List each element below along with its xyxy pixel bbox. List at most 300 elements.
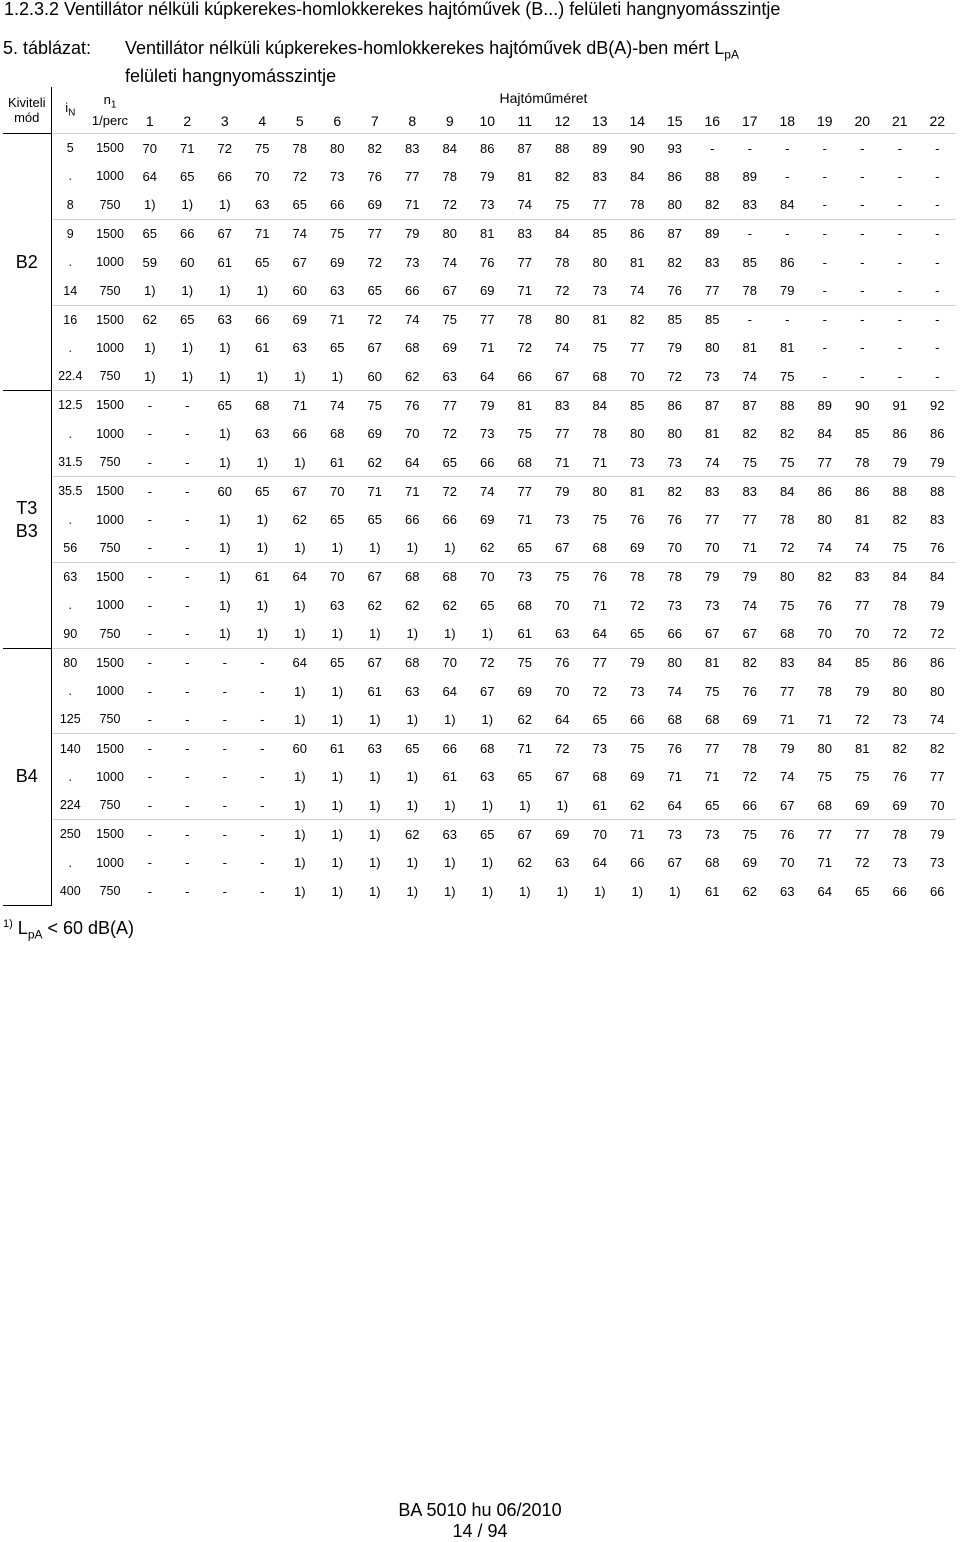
value-cell: 1) — [256, 512, 269, 528]
speed-cell: 750 — [99, 798, 121, 813]
value-cell: 75 — [431, 305, 469, 334]
value-cell: 62 — [131, 305, 169, 334]
value-cell: 72 — [930, 626, 945, 642]
value-cell: 82 — [881, 734, 919, 763]
value-cell: 65 — [292, 197, 307, 213]
value-cell: - — [185, 769, 190, 785]
value-cell: - — [785, 168, 790, 184]
value-cell: 83 — [930, 512, 945, 528]
value-cell: 1) — [293, 597, 306, 613]
value-cell: - — [206, 734, 244, 763]
value-cell: 68 — [780, 626, 795, 642]
value-cell: 72 — [855, 855, 870, 871]
value-cell: - — [222, 711, 227, 727]
table-row — [3, 419, 956, 448]
value-cell: - — [185, 426, 190, 442]
value-cell: - — [822, 254, 827, 270]
value-cell: 81 — [855, 512, 870, 528]
value-cell: 70 — [705, 540, 720, 556]
value-cell: 71 — [555, 454, 570, 470]
value-cell: 71 — [506, 734, 544, 763]
value-cell: 75 — [244, 134, 282, 163]
value-cell: 1) — [256, 454, 269, 470]
value-cell: 63 — [555, 855, 570, 871]
value-cell: 81 — [742, 340, 757, 356]
value-cell: 75 — [892, 540, 907, 556]
value-cell: 89 — [806, 391, 844, 420]
value-cell: 73 — [581, 734, 619, 763]
value-cell: 85 — [855, 426, 870, 442]
value-cell: 67 — [442, 283, 457, 299]
value-cell: 72 — [592, 683, 607, 699]
value-cell: 73 — [705, 597, 720, 613]
value-cell: 88 — [881, 477, 919, 506]
value-cell: 1) — [256, 283, 269, 299]
value-cell: 80 — [431, 219, 469, 248]
value-cell: 74 — [517, 197, 532, 213]
value-cell: 71 — [356, 477, 394, 506]
value-cell: 71 — [405, 197, 420, 213]
value-cell: 1) — [181, 197, 194, 213]
value-cell: 1) — [218, 540, 231, 556]
value-cell: 79 — [780, 283, 795, 299]
table-caption-label: 5. táblázat: — [3, 38, 92, 58]
value-cell: 1) — [368, 626, 381, 642]
value-cell: 69 — [330, 254, 345, 270]
value-cell: 65 — [517, 540, 532, 556]
table-row — [3, 362, 956, 391]
header-size-21: 21 — [891, 113, 908, 129]
value-cell: 1) — [331, 683, 344, 699]
value-cell: 81 — [705, 426, 720, 442]
value-cell: 1) — [218, 426, 231, 442]
value-cell: 1) — [443, 626, 456, 642]
value-cell: 70 — [555, 683, 570, 699]
value-cell: 86 — [892, 426, 907, 442]
value-cell: 1) — [481, 797, 494, 813]
value-cell: 86 — [881, 648, 919, 677]
value-cell: 64 — [592, 626, 607, 642]
value-cell: 70 — [131, 134, 169, 163]
ratio-cell: . — [68, 255, 72, 270]
ratio-cell: . — [68, 426, 72, 441]
value-cell: 87 — [694, 391, 732, 420]
header-size-title: Hajtóműméret — [499, 90, 588, 106]
value-cell: 77 — [405, 168, 420, 184]
value-cell: 85 — [619, 391, 657, 420]
value-cell: 1) — [293, 368, 306, 384]
value-cell: - — [881, 305, 919, 334]
value-cell: 71 — [169, 134, 207, 163]
value-cell: 68 — [592, 540, 607, 556]
value-cell: 72 — [292, 168, 307, 184]
variant-label — [3, 134, 51, 391]
value-cell: 1) — [218, 597, 231, 613]
header-size-11: 11 — [517, 113, 533, 129]
value-cell: 74 — [780, 769, 795, 785]
value-cell: 65 — [206, 391, 244, 420]
value-cell: 76 — [742, 683, 757, 699]
value-cell: 68 — [592, 769, 607, 785]
value-cell: 67 — [281, 477, 319, 506]
value-cell: - — [147, 626, 152, 642]
speed-cell: 1500 — [89, 820, 131, 849]
value-cell: 60 — [180, 254, 195, 270]
value-cell: 1) — [356, 820, 394, 849]
value-cell: 84 — [780, 197, 795, 213]
header-size-1: 1 — [145, 113, 154, 129]
value-cell: 1) — [593, 883, 606, 899]
value-cell: 60 — [281, 734, 319, 763]
value-cell: 82 — [619, 305, 657, 334]
value-cell: 80 — [656, 648, 694, 677]
value-cell: 1) — [331, 797, 344, 813]
value-cell: 75 — [731, 820, 769, 849]
value-cell: 78 — [817, 683, 832, 699]
value-cell: 70 — [667, 540, 682, 556]
value-cell: 70 — [431, 648, 469, 677]
value-cell: - — [169, 477, 207, 506]
value-cell: 70 — [817, 626, 832, 642]
value-cell: 67 — [506, 820, 544, 849]
value-cell: 82 — [742, 426, 757, 442]
value-cell: 1) — [319, 820, 357, 849]
value-cell: 66 — [480, 454, 495, 470]
value-cell: - — [806, 219, 844, 248]
header-size-18: 18 — [779, 113, 796, 129]
value-cell: 66 — [405, 512, 420, 528]
value-cell: 1) — [481, 855, 494, 871]
value-cell: 78 — [855, 454, 870, 470]
value-cell: - — [147, 711, 152, 727]
noise-level-table — [3, 87, 956, 906]
value-cell: 76 — [630, 512, 645, 528]
value-cell: 77 — [630, 340, 645, 356]
value-cell: 76 — [817, 597, 832, 613]
value-cell: - — [260, 711, 265, 727]
value-cell: - — [185, 540, 190, 556]
value-cell: 71 — [281, 391, 319, 420]
value-cell: 65 — [480, 597, 495, 613]
ratio-cell: 125 — [59, 712, 81, 727]
value-cell: - — [131, 648, 169, 677]
speed-cell: 1500 — [89, 477, 131, 506]
value-cell: 63 — [255, 426, 270, 442]
ratio-cell: 224 — [59, 798, 81, 813]
value-cell: 72 — [431, 477, 469, 506]
value-cell: 68 — [469, 734, 507, 763]
value-cell: 65 — [592, 711, 607, 727]
value-cell: 82 — [731, 648, 769, 677]
value-cell: - — [131, 820, 169, 849]
value-cell: 86 — [844, 477, 882, 506]
value-cell: - — [860, 197, 865, 213]
value-cell: 76 — [667, 283, 682, 299]
value-cell: 66 — [431, 734, 469, 763]
table-row — [3, 191, 956, 220]
value-cell: 83 — [731, 477, 769, 506]
value-cell: 74 — [394, 305, 432, 334]
value-cell: 1) — [181, 368, 194, 384]
value-cell: 69 — [367, 197, 382, 213]
value-cell: 62 — [394, 820, 432, 849]
value-cell: 68 — [517, 597, 532, 613]
value-cell: 1) — [218, 626, 231, 642]
ratio-cell: . — [68, 684, 72, 699]
value-cell: 78 — [555, 254, 570, 270]
value-cell: 64 — [281, 648, 319, 677]
value-cell: 68 — [667, 711, 682, 727]
value-cell: 62 — [405, 597, 420, 613]
value-cell: 71 — [517, 283, 532, 299]
value-cell: 71 — [817, 711, 832, 727]
value-cell: 1) — [218, 197, 231, 213]
value-cell: 63 — [480, 769, 495, 785]
value-cell: 80 — [667, 426, 682, 442]
value-cell: 79 — [855, 683, 870, 699]
value-cell: 78 — [731, 734, 769, 763]
variant-group — [3, 134, 956, 391]
value-cell: 82 — [656, 477, 694, 506]
value-cell: - — [822, 197, 827, 213]
value-cell: 63 — [356, 734, 394, 763]
value-cell: 75 — [592, 512, 607, 528]
value-cell: 84 — [769, 477, 807, 506]
ratio-cell: . — [68, 340, 72, 355]
value-cell: 66 — [169, 219, 207, 248]
value-cell: 66 — [292, 426, 307, 442]
value-cell: 63 — [431, 820, 469, 849]
value-cell: 81 — [517, 168, 532, 184]
value-cell: 73 — [330, 168, 345, 184]
value-cell: 61 — [217, 254, 232, 270]
value-cell: 85 — [656, 305, 694, 334]
value-cell: 76 — [656, 734, 694, 763]
value-cell: 82 — [555, 168, 570, 184]
value-cell: 1) — [293, 540, 306, 556]
value-cell: 76 — [367, 168, 382, 184]
table-row — [3, 562, 956, 591]
value-cell: 75 — [356, 391, 394, 420]
value-cell: 86 — [806, 477, 844, 506]
value-cell: 1) — [368, 769, 381, 785]
value-cell: 1) — [406, 769, 419, 785]
value-cell: 73 — [480, 426, 495, 442]
value-cell: 88 — [769, 391, 807, 420]
speed-cell: 1500 — [89, 134, 131, 163]
value-cell: 77 — [694, 734, 732, 763]
value-cell: 65 — [517, 769, 532, 785]
value-cell: - — [147, 769, 152, 785]
value-cell: - — [169, 648, 207, 677]
value-cell: 1) — [256, 368, 269, 384]
speed-cell: 750 — [99, 712, 121, 727]
value-cell: 71 — [480, 340, 495, 356]
value-cell: - — [260, 769, 265, 785]
ratio-cell: 12.5 — [51, 391, 89, 420]
value-cell: 1) — [293, 454, 306, 470]
value-cell: 1) — [293, 683, 306, 699]
value-cell: 74 — [319, 391, 357, 420]
value-cell: 82 — [806, 562, 844, 591]
value-cell: 67 — [367, 340, 382, 356]
table-row — [3, 848, 956, 877]
value-cell: 68 — [705, 855, 720, 871]
table-row — [3, 505, 956, 534]
value-cell: - — [935, 254, 940, 270]
value-cell: 68 — [705, 711, 720, 727]
ratio-cell: . — [68, 598, 72, 613]
value-cell: 80 — [705, 340, 720, 356]
value-cell: 79 — [769, 734, 807, 763]
value-cell: 1) — [481, 711, 494, 727]
value-cell: 1) — [218, 283, 231, 299]
value-cell: 67 — [356, 648, 394, 677]
header-size-13: 13 — [591, 113, 608, 129]
value-cell: 1) — [481, 883, 494, 899]
value-cell: 69 — [480, 512, 495, 528]
value-cell: 1) — [406, 626, 419, 642]
table-row — [3, 534, 956, 563]
caption-line2: felületi hangnyomásszintje — [125, 65, 337, 86]
value-cell: 75 — [855, 769, 870, 785]
value-cell: - — [260, 883, 265, 899]
value-cell: 1) — [293, 711, 306, 727]
value-cell: - — [881, 219, 919, 248]
header-size-17: 17 — [741, 113, 758, 129]
value-cell: 79 — [480, 168, 495, 184]
value-cell: 70 — [930, 797, 945, 813]
value-cell: - — [935, 340, 940, 356]
variant-group — [3, 648, 956, 905]
value-cell: 71 — [319, 305, 357, 334]
value-cell: 60 — [367, 368, 382, 384]
page-number: 14 / 94 — [452, 1521, 508, 1541]
speed-cell: 1500 — [89, 648, 131, 677]
value-cell: 1) — [331, 626, 344, 642]
value-cell: 87 — [731, 391, 769, 420]
value-cell: 76 — [480, 254, 495, 270]
value-cell: 79 — [619, 648, 657, 677]
value-cell: 92 — [919, 391, 957, 420]
value-cell: 74 — [555, 340, 570, 356]
speed-cell: 1000 — [96, 855, 124, 870]
value-cell: 76 — [581, 562, 619, 591]
value-cell: 69 — [544, 820, 582, 849]
table-row — [3, 591, 956, 620]
value-cell: 68 — [394, 562, 432, 591]
header-size-2: 2 — [183, 113, 192, 129]
value-cell: 67 — [555, 540, 570, 556]
value-cell: 64 — [442, 683, 457, 699]
value-cell: 70 — [780, 855, 795, 871]
value-cell: 83 — [592, 168, 607, 184]
value-cell: 1) — [293, 769, 306, 785]
value-cell: - — [244, 648, 282, 677]
table-row — [3, 791, 956, 820]
header-size-20: 20 — [854, 113, 871, 129]
speed-cell: 1000 — [96, 769, 124, 784]
value-cell: 72 — [855, 711, 870, 727]
value-cell: - — [260, 855, 265, 871]
value-cell: 75 — [517, 426, 532, 442]
value-cell: 71 — [394, 477, 432, 506]
value-cell: 66 — [330, 197, 345, 213]
value-cell: 1) — [631, 883, 644, 899]
header-size-10: 10 — [479, 113, 496, 129]
value-cell: 74 — [930, 711, 945, 727]
value-cell: - — [147, 883, 152, 899]
table-row — [3, 248, 956, 277]
value-cell: 84 — [817, 426, 832, 442]
value-cell: 66 — [244, 305, 282, 334]
caption-line1-sub: pA — [724, 47, 739, 62]
value-cell: 85 — [844, 648, 882, 677]
value-cell: 78 — [506, 305, 544, 334]
ratio-cell: 9 — [51, 219, 89, 248]
value-cell: 67 — [555, 769, 570, 785]
value-cell: 61 — [367, 683, 382, 699]
value-cell: - — [169, 391, 207, 420]
value-cell: 63 — [330, 283, 345, 299]
value-cell: 79 — [544, 477, 582, 506]
value-cell: 76 — [544, 648, 582, 677]
value-cell: - — [185, 683, 190, 699]
variant-label — [3, 391, 51, 648]
value-cell: 67 — [480, 683, 495, 699]
value-cell: 65 — [442, 454, 457, 470]
value-cell: 68 — [817, 797, 832, 813]
value-cell: 61 — [705, 883, 720, 899]
value-cell: 64 — [667, 797, 682, 813]
value-cell: 80 — [892, 683, 907, 699]
value-cell: 80 — [592, 254, 607, 270]
value-cell: 91 — [881, 391, 919, 420]
value-cell: 81 — [581, 305, 619, 334]
ratio-cell: . — [68, 169, 72, 184]
value-cell: 77 — [506, 477, 544, 506]
value-cell: 1) — [143, 197, 156, 213]
value-cell: 75 — [319, 219, 357, 248]
value-cell: 72 — [517, 340, 532, 356]
value-cell: 82 — [892, 512, 907, 528]
value-cell: 78 — [442, 168, 457, 184]
value-cell: 82 — [705, 197, 720, 213]
value-cell: 60 — [292, 283, 307, 299]
value-cell: 67 — [292, 254, 307, 270]
value-cell: 77 — [930, 769, 945, 785]
value-cell: 74 — [442, 254, 457, 270]
value-cell: 80 — [630, 426, 645, 442]
value-cell: 86 — [780, 254, 795, 270]
value-cell: 1) — [406, 711, 419, 727]
value-cell: 72 — [469, 648, 507, 677]
value-cell: - — [731, 219, 769, 248]
value-cell: 72 — [442, 426, 457, 442]
value-cell: 67 — [555, 368, 570, 384]
value-cell: 66 — [630, 711, 645, 727]
value-cell: 84 — [581, 391, 619, 420]
value-cell: 86 — [667, 168, 682, 184]
value-cell: - — [169, 562, 207, 591]
value-cell: 77 — [356, 219, 394, 248]
table-row — [3, 477, 956, 506]
value-cell: 81 — [780, 340, 795, 356]
ratio-cell: . — [68, 512, 72, 527]
value-cell: 73 — [506, 562, 544, 591]
value-cell: - — [822, 283, 827, 299]
value-cell: 75 — [555, 197, 570, 213]
